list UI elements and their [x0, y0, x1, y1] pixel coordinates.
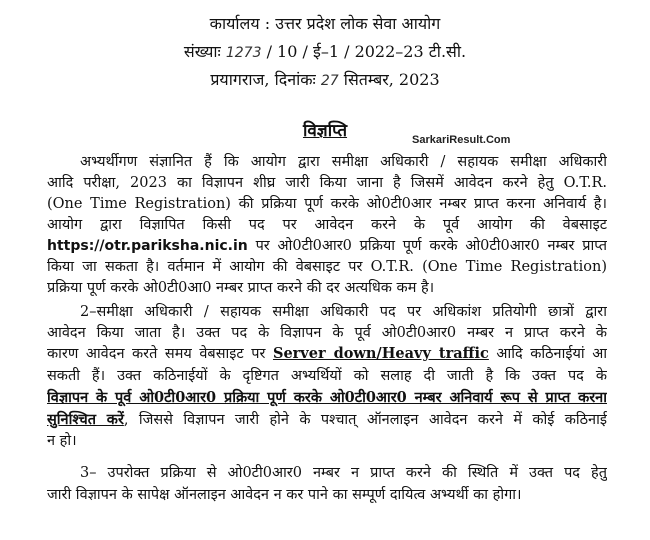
reference-suffix: / 10 / ई–1 / 2022–23 टी.सी.	[266, 42, 467, 61]
para1-line: अभ्यर्थीगण संज्ञानित हैं कि आयोग द्वारा समीक्षा अधिकारी / सहायक समीक्षा अधिकारी	[80, 154, 607, 170]
office-name: कार्यालय : उत्तर प्रदेश लोक सेवा आयोग	[209, 14, 441, 33]
reference-number	[0, 42, 650, 63]
para1-line: प्रक्रिया पूर्ण करके ओ0टी0आ0 नम्बर प्राप्त करने की दर अत्यधिक कम है।	[47, 280, 435, 296]
para2-line: न हो।	[47, 433, 77, 449]
handwritten-number: 1273	[225, 45, 262, 61]
server-down-text: Server down/Heavy traffic	[272, 345, 489, 362]
handwritten-day: 27	[320, 73, 339, 89]
para1-line: किया जा सकता है। वर्तमान में आयोग की वेबसाइट पर O.T.R. (One Time Registration)	[47, 259, 607, 275]
notice-title: विज्ञप्ति	[302, 121, 348, 141]
para1-line: https://otr.pariksha.nic.in पर ओ0टी0आर0 प्रक्रिया पूर्ण करके ओ0टी0आर0 नम्बर प्राप्त	[47, 238, 607, 254]
para1-line: (One Time Registration) की प्रक्रिया पूर्ण करके ओ0टी0आर नम्बर प्राप्त करना अनिवार्य है।	[47, 196, 607, 212]
para2-line: सकती हैं। उक्त कठिनाईयों के दृष्टिगत अभ्यर्थियों को सलाह दी जाती है कि उक्त पद के	[47, 368, 607, 384]
para3-line: 3– उपरोक्त प्रक्रिया से ओ0टी0आर0 नम्बर न प्राप्त करने की स्थिति में उक्त पद हेतु	[80, 465, 607, 481]
month-year: सितम्बर, 2023	[343, 70, 440, 89]
para1-line: आदि परीक्षा, 2023 का विज्ञापन शीघ्र जारी किया जाना है जिसमें आवेदन करने हेतु O.T.R.	[47, 175, 607, 191]
para3-line: जारी विज्ञापन के सापेक्ष ऑनलाइन आवेदन न कर पाने का सम्पूर्ण दायित्व अभ्यर्थी का होगा।	[47, 487, 522, 503]
para2-line: आवेदन किया जाता है। उक्त पद के विज्ञापन के पूर्व ओ0टी0आर0 नम्बर न प्राप्त करने के	[47, 325, 607, 341]
para2-line: कारण आवेदन करते समय वेबसाइट पर Server down/Heavy traffic आदि कठिनाईयां आ	[47, 345, 607, 362]
para2-line: 2–समीक्षा अधिकारी / सहायक समीक्षा अधिकारी पद पर अधिकांश प्रतियोगी छात्रों द्वारा	[80, 304, 607, 320]
emphasis-text: सुनिश्चित करें	[47, 411, 124, 428]
place-date	[0, 70, 650, 91]
para2-line	[47, 388, 607, 408]
place-date-label: प्रयागराज, दिनांकः	[210, 70, 316, 89]
reference-label: संख्याः	[183, 42, 221, 61]
para2-line: सुनिश्चित करें, जिससे विज्ञापन जारी होने के पश्चात् ऑनलाइन आवेदन करने में कोई कठिनाई	[47, 411, 607, 428]
watermark: SarkariResult.Com	[412, 134, 511, 146]
website-url: https://otr.pariksha.nic.in	[47, 238, 248, 254]
emphasis-text: विज्ञापन के पूर्व ओ0टी0आर0 प्रक्रिया पूर्ण करके ओ0टी0आर0 नम्बर अनिवार्य रूप से प्राप्त करना	[47, 389, 607, 406]
para1-line: आयोग द्वारा विज्ञापित किसी पद पर आवेदन करने के पूर्व आयोग की वेबसाइट	[47, 217, 607, 233]
